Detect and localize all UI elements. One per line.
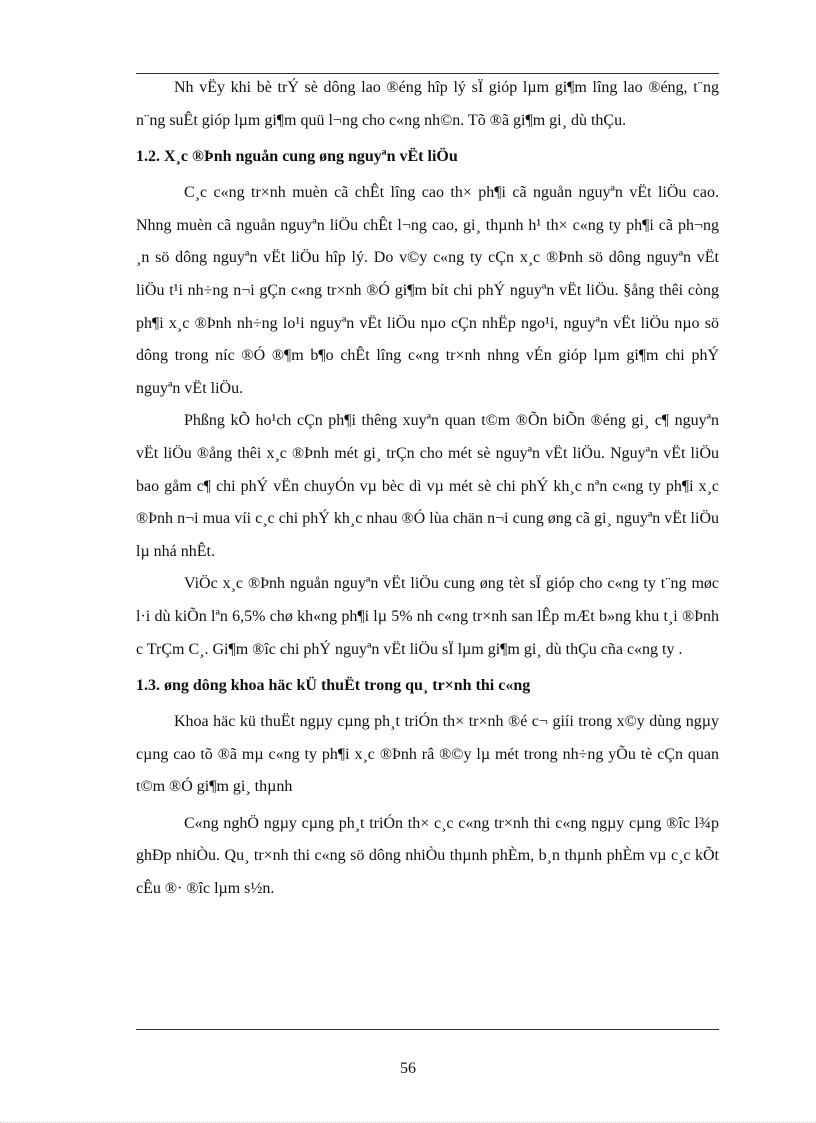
- paragraph-3: Phßng kÕ ho¹ch cÇn ph¶i thêng xuyªn quan t©m ®Õn biÕn ®éng gi¸ c¶ nguyªn vËt liÖu ®ång thêi x¸c ®Þnh mét gi¸ trÇn cho mét sè nguyªn vËt liÖu. Nguyªn vËt liÖu bao gåm c¶ chi phÝ vËn chuyÓn vµ bèc dì vµ mét sè chi phÝ kh¸c nªn c«ng ty ph¶i x¸c ®Þnh n¬i mua víi c¸c chi phÝ kh¸c nhau ®Ó lùa chän n¬i cung øng cã gi¸ nguyªn vËt liÖu lµ nhá nhÊt.: [136, 412, 719, 560]
- paragraph-4: ViÖc x¸c ®Þnh nguån nguyªn vËt liÖu cung øng tèt sÏ gióp cho c«ng ty t¨ng møc l·i dù kiÕn lªn 6,5% chø kh«ng ph¶i lµ 5% nh c«ng tr×nh san lÊp mÆt b»ng khu t¸i ®Þnh c TrÇm C¸. Gi¶m ®îc chi phÝ nguyªn vËt liÖu sÏ lµm gi¶m gi¸ dù thÇu cña c«ng ty .: [136, 575, 719, 658]
- footer-rule: [136, 1029, 719, 1030]
- paragraph-5: Khoa häc kü thuËt ngµy cµng ph¸t triÓn th× tr×nh ®é c¬ giíi trong x©y dùng ngµy cµng cao tõ ®ã mµ c«ng ty ph¶i x¸c ®Þnh râ ®©y lµ mét trong nh÷ng yÕu tè cÇn quan t©m ®Ó gi¶m gi¸ thµnh: [136, 713, 719, 796]
- paragraph-2: C¸c c«ng tr×nh muèn cã chÊt lîng cao th× ph¶i cã nguån nguyªn vËt liÖu cao. Nhng muèn cã nguån nguyªn liÖu chÊt l¬ng cao, gi¸ thµnh h¹ th× c«ng ty ph¶i cã ph¬ng ¸n sö dông nguyªn vËt liÖu hîp lý. Do v©y c«ng ty cÇn x¸c ®Þnh sö dông nguyªn vËt liÖu t¹i nh÷ng n¬i gÇn c«ng tr×nh ®Ó gi¶m bít chi phÝ nguyªn vËt liÖu. §ång thêi còng ph¶i x¸c ®Þnh nh÷ng lo¹i nguyªn vËt liÖu nµo cÇn nhËp ngo¹i, nguyªn vËt liÖu nµo sö dông trong níc ®Ó ®¶m b¶o chÊt lîng c«ng tr×nh nhng vÉn gióp lµm gi¶m chi phÝ nguyªn vËt liÖu.: [136, 184, 719, 397]
- paragraph-6: C«ng nghÖ ngµy cµng ph¸t triÓn th× c¸c c«ng tr×nh thi c«ng ngµy cµng ®îc l¾p ghÐp nhiÒu. Qu¸ tr×nh thi c«ng sö dông nhiÒu thµnh phÈm, b¸n thµnh phÈm vµ c¸c kÕt cÊu ®· ®îc lµm s½n.: [136, 814, 719, 898]
- paragraph-1: Nh vËy khi bè trÝ sè dông lao ®éng hîp lý sÏ gióp lµm gi¶m lîng lao ®éng, t¨ng n¨ng suÊt gióp lµm gi¶m quü l¬ng cho c«ng nh©n. Tõ ®ã gi¶m gi¸ dù thÇu.: [136, 79, 719, 129]
- page-body: [136, 72, 719, 906]
- page-number: 56: [400, 1060, 416, 1077]
- section-heading-1-2: 1.2. X¸c ®Þnh nguån cung øng nguyªn vËt liÖu: [136, 148, 458, 166]
- section-heading-1-3: 1.3. øng dông khoa häc kÜ thuËt trong qu¸ tr×nh thi c«ng: [136, 677, 531, 695]
